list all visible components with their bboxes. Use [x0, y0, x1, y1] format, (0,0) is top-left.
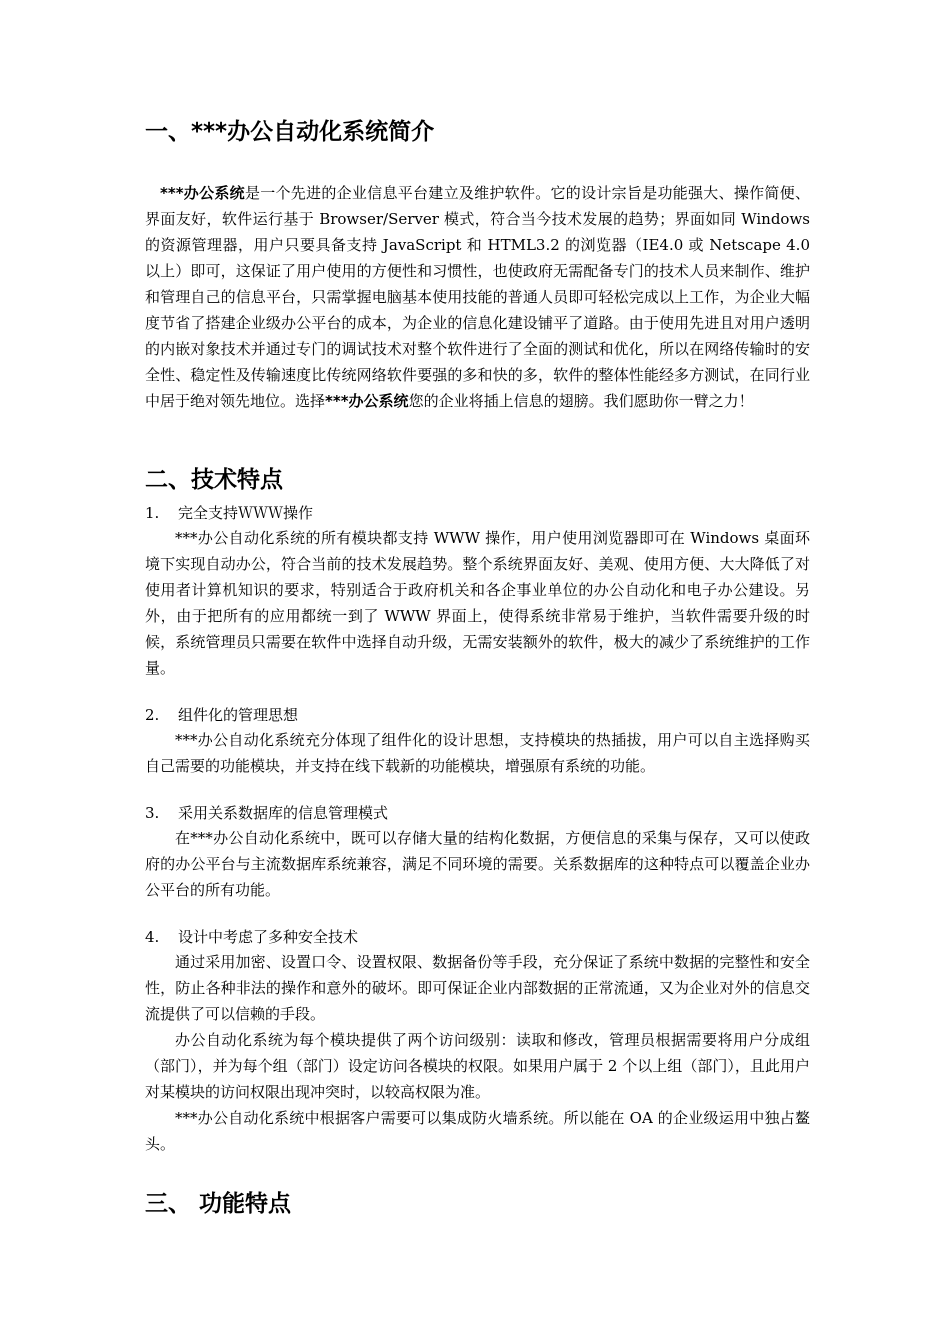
intro-bold-lead: ***办公系统 — [160, 184, 245, 202]
feature-heading-text: 设计中考虑了多种安全技术 — [178, 928, 359, 946]
feature-paragraph: ***办公自动化系统的所有模块都支持 WWW 操作，用户使用浏览器即可在 Windows 桌面环境下实现自动办公，符合当前的技术发展趋势。整个系统界面友好、美观、使用方便、大大降低了对使用者计算机知识的要求，特别适合于政府机关和各企事业单位的办公自动化和电子办公建设。另外，由于把所有的应用都统一到了 WWW 界面上，使得系统非常易于维护，当软件需要升级的时候，系统管理员只需要在软件中选择自动升级，无需安装额外的软件，极大的减少了系统维护的工作量。 — [145, 529, 810, 677]
feature-paragraph: 办公自动化系统为每个模块提供了两个访问级别：读取和修改，管理员根据需要将用户分成组（部门），并为每个组（部门）设定访问各模块的权限。如果用户属于 2 个以上组（部门），且此用户对某模块的访问权限出现冲突时，以较高权限为准。 — [145, 1031, 810, 1101]
feature-paragraph: 通过采用加密、设置口令、设置权限、数据备份等手段，充分保证了系统中数据的完整性和安全性，防止各种非法的操作和意外的破坏。即可保证企业内部数据的正常流通，又为企业对外的信息交流提供了可以信赖的手段。 — [145, 953, 810, 1023]
tech-features-list — [145, 501, 810, 1157]
feature-heading-text: 采用关系数据库的信息管理模式 — [178, 804, 389, 822]
intro-bold-mid: ***办公系统 — [325, 392, 409, 410]
section1-title: 一、***办公自动化系统简介 — [145, 119, 435, 145]
spacer — [145, 779, 810, 801]
intro-text-a: 是一个先进的企业信息平台建立及维护软件。它的设计宗旨是功能强大、操作简便、界面友好，软件运行基于 Browser/Server 模式，符合当今技术发展的趋势；界面如同 Windows 的资源管理器，用户只要具备支持 JavaScript 和 HTML3.2 的浏览器（IE4.0 或 Netscape 4.0 以上）即可，这保证了用户使用的方便性和习惯性，也使政府无需配备专门的技术人员来制作、维护和管理自己的信息平台，只需掌握电脑基本使用技能的普通人员即可轻松完成以上工作，为企业大幅度节省了搭建企业级办公平台的成本，为企业的信息化建设铺平了道路。由于使用先进且对用户透明的内嵌对象技术并通过专门的调试技术对整个软件进行了全面的测试和优化，所以在网络传输时的安全性、稳定性及传输速度比传统网络软件要强的多和快的多，软件的整体性能经多方测试，在同行业中居于绝对领先地位。选择 — [145, 184, 810, 410]
feature-heading — [145, 801, 810, 825]
feature-paragraph: ***办公自动化系统中根据客户需要可以集成防火墙系统。所以能在 OA 的企业级运用中独占鳌头。 — [145, 1109, 810, 1153]
feature-paragraph: 在***办公自动化系统中，既可以存储大量的结构化数据，方便信息的采集与保存，又可以使政府的办公平台与主流数据库系统兼容，满足不同环境的需要。关系数据库的这种特点可以覆盖企业办公平台的所有功能。 — [145, 829, 810, 899]
section1-intro — [145, 180, 810, 414]
feature-heading-text: 完全支持ＷＷＷ操作 — [178, 504, 314, 522]
feature-item-2 — [145, 703, 810, 779]
feature-item-4 — [145, 925, 810, 1157]
feature-number: 2. — [145, 706, 160, 724]
feature-heading — [145, 703, 810, 727]
intro-text-b: 您的企业将插上信息的翅膀。我们愿助你一臂之力！ — [408, 392, 754, 410]
feature-item-1 — [145, 501, 810, 681]
feature-item-3 — [145, 801, 810, 903]
section3-title: 三、 功能特点 — [145, 1191, 292, 1217]
feature-number: 4. — [145, 928, 160, 946]
feature-heading — [145, 925, 810, 949]
intro-paragraph — [145, 180, 810, 414]
spacer — [145, 903, 810, 925]
feature-number: 1. — [145, 504, 160, 522]
feature-paragraph: ***办公自动化系统充分体现了组件化的设计思想，支持模块的热插拔，用户可以自主选择购买自己需要的功能模块，并支持在线下载新的功能模块，增强原有系统的功能。 — [145, 731, 810, 775]
spacer — [145, 681, 810, 703]
feature-number: 3. — [145, 804, 160, 822]
feature-heading — [145, 501, 810, 525]
section2-title: 二、技术特点 — [145, 467, 283, 493]
feature-heading-text: 组件化的管理思想 — [178, 706, 299, 724]
